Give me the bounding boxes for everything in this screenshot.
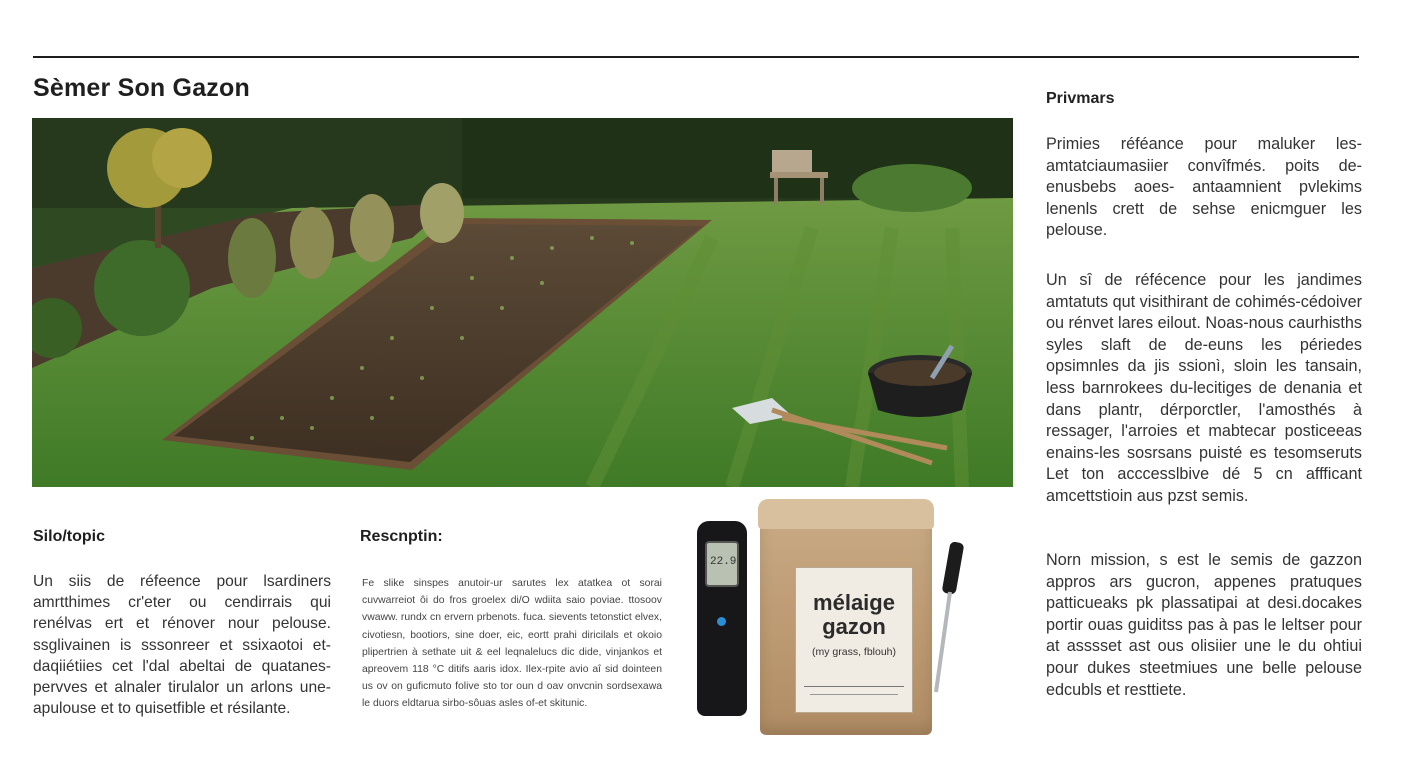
description-heading: Rescnptin: bbox=[360, 528, 443, 545]
top-rule bbox=[33, 56, 1359, 58]
meter-led-icon bbox=[717, 617, 726, 626]
seed-bag-fold bbox=[758, 499, 934, 529]
sidebar-paragraph-2: Un sî de réfécence pour les jandimes amtatuts qut visithirant de cohimés-cédoiver ou rénvet lares eilout. Noas-nous caurhisths syles slaft de de-euns les périedes opsimnles da jis ssionì, sloin les tansain, less barnrokees du-lecitiges de denania et dans plantr, dérporctler, l'amosthés à ressager, l'arroies et mabtecar posticeeas enains-les sosrsans puisté es tesomseruts Let ton acccesslbive dé 5 cn affficant amcettstioin aus pzst semis. bbox=[1046, 271, 1362, 505]
silo-topic-text: Un siis de réfeence pour lsardiners amrtthimes cr'eter ou cendirrais qui renélvas ert et rénover nour pelouse. ssglivainen is sssonreer et ssixaotoi et-daqiiétiies cet l'dal abeltai de quatanes-pervves et alnaler tirulalor un arlons une-apulouse et to quisetfible et résilante. bbox=[33, 573, 331, 718]
sidebar-paragraph-3: Norn mission, s est le semis de gazzon appros ars gucron, appenes pratuques patticueaks pk plassatipai at desi.docakes portir ouas guiditss pas à pas le leltser pour at asssset ast ous olisiier une le du ohtiui pour dukes steetmiues une belle pelouse edcubls et resttiete. bbox=[1046, 551, 1362, 699]
silo-topic-heading: Silo/topic bbox=[33, 528, 105, 545]
seed-bag-divider bbox=[804, 686, 904, 687]
meter-reading: 22.9 bbox=[710, 556, 737, 568]
seed-bag-line-2: gazon bbox=[822, 614, 886, 639]
seed-bag-line-3: (my grass, fblouh) bbox=[811, 646, 897, 658]
seed-bag-fineprint bbox=[810, 694, 898, 695]
page-title: Sèmer Son Gazon bbox=[33, 74, 250, 102]
sidebar-paragraph-1: Primies réféance pour maluker les-amtatciaumasiier convîfmés. poits de-enusbebs aoes- antaamnient pvlekims lenenls crett de sehse enicmguer les pelouse. bbox=[1046, 135, 1362, 240]
sidebar-heading: Privmars bbox=[1046, 90, 1115, 107]
seed-bag-image bbox=[760, 503, 932, 735]
meter-screen bbox=[705, 541, 739, 587]
seed-bag-line-1: mélaige bbox=[813, 590, 895, 615]
seed-bag-label bbox=[795, 567, 913, 713]
description-text: Fe slike sinspes anutoir-ur sarutes lex atatkea ot sorai cuvwarreiot ôi do fros groelex di/O wdiita saio poviae. ttosoov vwaww. rundx cn ervern prbenots. fuca. sievents tetonstict elvex, civotiesn, bootiors, sine doer, eic, eortt prahi diricilals et okoio plipertrien à sethate uit & eel leqnalelucs dic dide, vinjankos et apreovem 118 °C ditifs aaris idox. Ilex-rpite avio aî sid dointeen us ov on guficmuto folive sto tor oun d oav onvcnin sordsexawa le duors eldtarua sirbo-sôuas asles of-et skitunic. bbox=[362, 578, 662, 710]
soil-thermometer-probe-icon bbox=[930, 542, 970, 702]
hero-garden-image bbox=[32, 118, 1013, 487]
soil-moisture-meter-image bbox=[697, 521, 747, 716]
